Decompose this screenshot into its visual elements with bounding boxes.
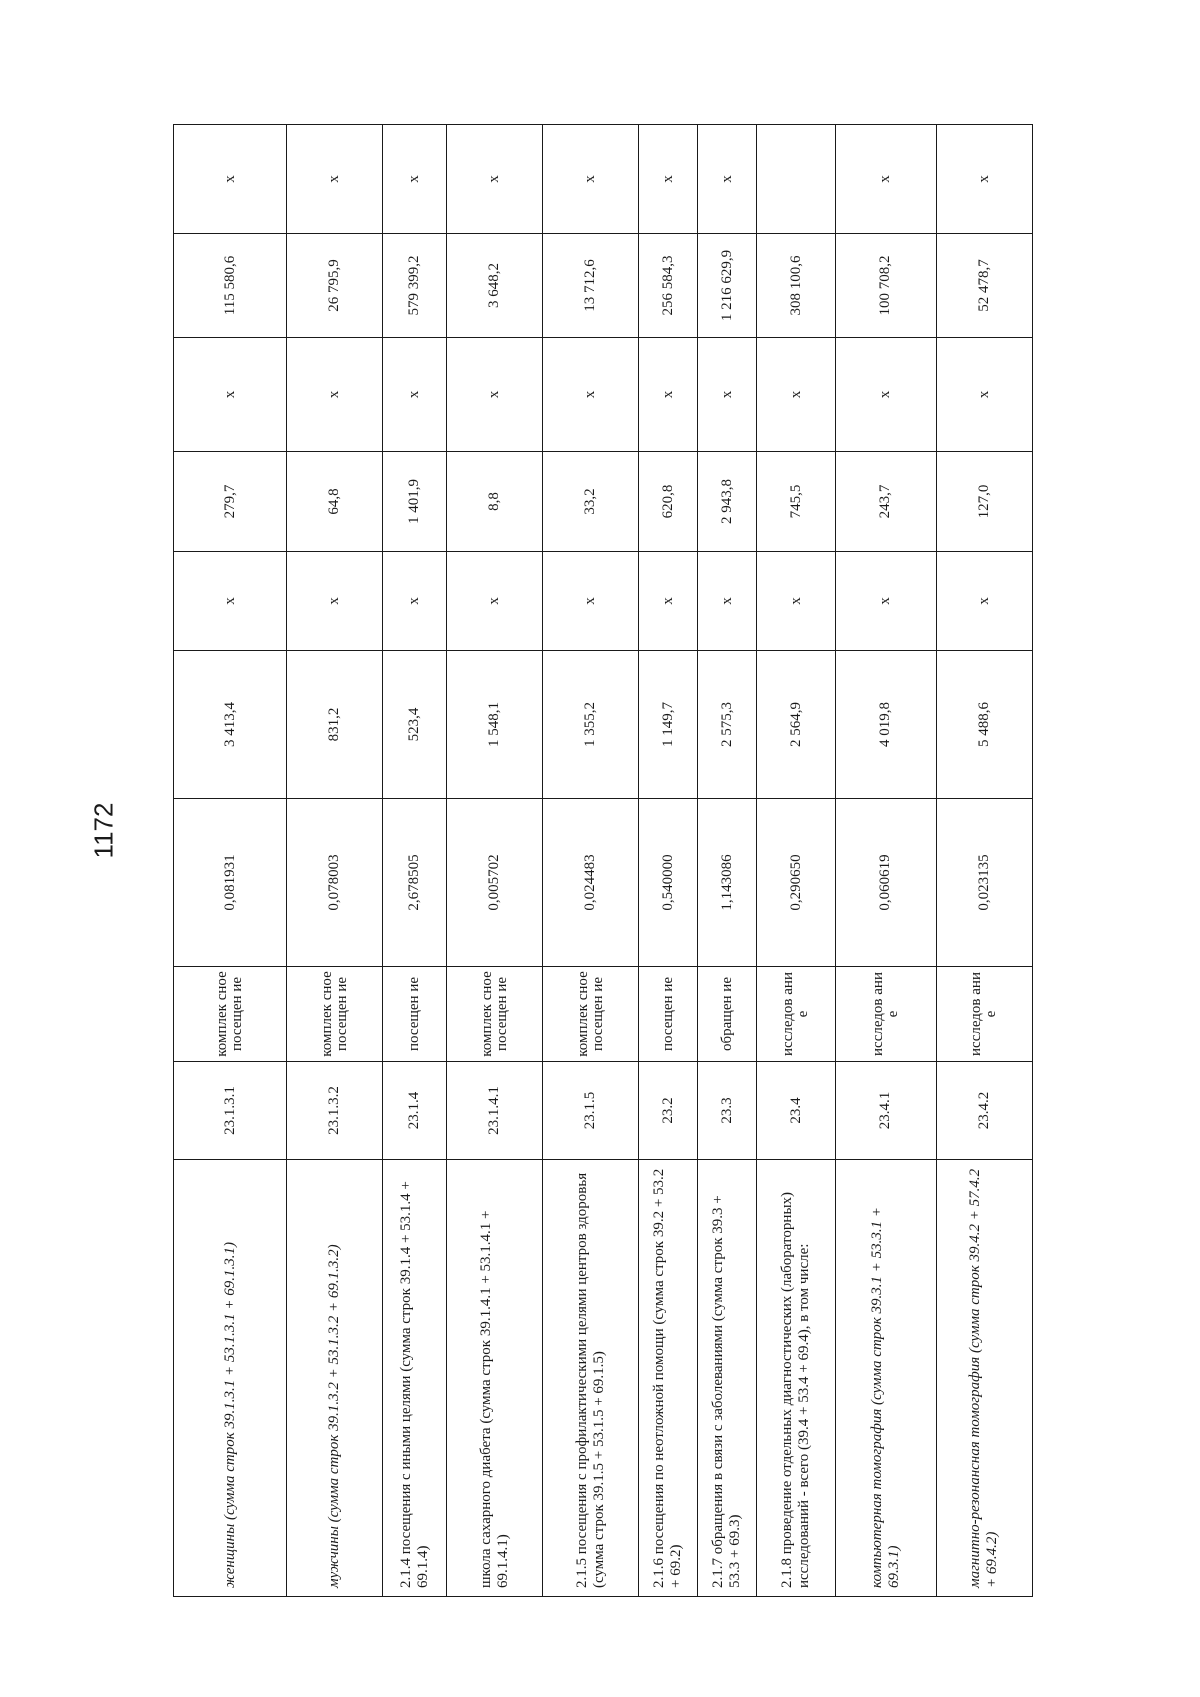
- table-row: [287, 125, 383, 1597]
- standard-cost: 523,4: [383, 651, 447, 799]
- value-x-1: х: [639, 552, 698, 651]
- value-x-2: х: [383, 338, 447, 452]
- value-x-1: х: [447, 552, 543, 651]
- document-table-wrapper: [173, 125, 1033, 1597]
- value-x-3: х: [287, 125, 383, 234]
- value-x-3: х: [639, 125, 698, 234]
- table-row: [174, 125, 287, 1597]
- per-capita-value: 2 943,8: [698, 452, 757, 552]
- row-code: 23.4: [757, 1062, 836, 1160]
- total-cost: 1 216 629,9: [698, 234, 757, 338]
- total-cost: 26 795,9: [287, 234, 383, 338]
- value-x-3: х: [174, 125, 287, 234]
- per-capita-value: 8,8: [447, 452, 543, 552]
- rotated-table-container: [173, 125, 1033, 1597]
- value-x-2: х: [757, 338, 836, 452]
- value-x-1: х: [543, 552, 639, 651]
- standard-cost: 831,2: [287, 651, 383, 799]
- standard-cost: 3 413,4: [174, 651, 287, 799]
- table-row: [836, 125, 937, 1597]
- page-number-text: 1172: [88, 802, 119, 858]
- table-row: [936, 125, 1032, 1597]
- row-code: 23.1.5: [543, 1062, 639, 1160]
- page-number: [84, 790, 124, 870]
- value-x-1: х: [383, 552, 447, 651]
- row-name: 2.1.8 проведение отдельных диагностических (лабораторных) исследований - всего (39.4 + 53.4 + 69.4), в том числе:: [757, 1160, 836, 1597]
- standard-cost: 5 488,6: [936, 651, 1032, 799]
- standard-volume: 0,023135: [936, 799, 1032, 967]
- total-cost: 115 580,6: [174, 234, 287, 338]
- row-name: школа сахарного диабета (сумма строк 39.1.4.1 + 53.1.4.1 + 69.1.4.1): [447, 1160, 543, 1597]
- table-row: [383, 125, 447, 1597]
- standard-volume: 0,005702: [447, 799, 543, 967]
- total-cost: 3 648,2: [447, 234, 543, 338]
- row-name: 2.1.4 посещения с иными целями (сумма строк 39.1.4 + 53.1.4 + 69.1.4): [383, 1160, 447, 1597]
- value-x-1: х: [698, 552, 757, 651]
- value-x-2: х: [936, 338, 1032, 452]
- unit-of-measure: исследов ание: [936, 967, 1032, 1062]
- row-name: 2.1.5 посещения с профилактическими целями центров здоровья (сумма строк 39.1.5 + 53.1.5 + 69.1.5): [543, 1160, 639, 1597]
- unit-of-measure: комплек сное посещен ие: [287, 967, 383, 1062]
- standard-volume: 0,078003: [287, 799, 383, 967]
- row-name: мужчины (сумма строк 39.1.3.2 + 53.1.3.2 + 69.1.3.2): [287, 1160, 383, 1597]
- value-x-1: х: [936, 552, 1032, 651]
- value-x-2: х: [287, 338, 383, 452]
- value-x-3: х: [447, 125, 543, 234]
- standard-volume: 1,143086: [698, 799, 757, 967]
- unit-of-measure: исследов ание: [836, 967, 937, 1062]
- table-body: [174, 125, 1033, 1597]
- value-x-1: х: [757, 552, 836, 651]
- standard-cost: 2 575,3: [698, 651, 757, 799]
- unit-of-measure: комплек сное посещен ие: [447, 967, 543, 1062]
- row-name: женщины (сумма строк 39.1.3.1 + 53.1.3.1 + 69.1.3.1): [174, 1160, 287, 1597]
- standard-cost: 1 149,7: [639, 651, 698, 799]
- row-code: 23.1.4.1: [447, 1062, 543, 1160]
- unit-of-measure: исследов ание: [757, 967, 836, 1062]
- standard-volume: 0,540000: [639, 799, 698, 967]
- row-name: магнитно-резонансная томография (сумма строк 39.4.2 + 57.4.2 + 69.4.2): [936, 1160, 1032, 1597]
- table-row: [447, 125, 543, 1597]
- per-capita-value: 33,2: [543, 452, 639, 552]
- table-row: [543, 125, 639, 1597]
- row-code: 23.1.3.2: [287, 1062, 383, 1160]
- unit-of-measure: комплек сное посещен ие: [543, 967, 639, 1062]
- value-x-2: х: [836, 338, 937, 452]
- value-x-1: х: [836, 552, 937, 651]
- standard-volume: 0,081931: [174, 799, 287, 967]
- standard-volume: 0,060619: [836, 799, 937, 967]
- unit-of-measure: комплек сное посещен ие: [174, 967, 287, 1062]
- value-x-2: х: [543, 338, 639, 452]
- per-capita-value: 745,5: [757, 452, 836, 552]
- value-x-3: [757, 125, 836, 234]
- row-code: 23.4.2: [936, 1062, 1032, 1160]
- total-cost: 579 399,2: [383, 234, 447, 338]
- value-x-3: х: [936, 125, 1032, 234]
- per-capita-value: 1 401,9: [383, 452, 447, 552]
- row-code: 23.1.4: [383, 1062, 447, 1160]
- value-x-2: х: [447, 338, 543, 452]
- value-x-3: х: [698, 125, 757, 234]
- standard-volume: 2,678505: [383, 799, 447, 967]
- unit-of-measure: посещен ие: [383, 967, 447, 1062]
- value-x-1: х: [174, 552, 287, 651]
- standard-cost: 4 019,8: [836, 651, 937, 799]
- value-x-2: х: [698, 338, 757, 452]
- per-capita-value: 243,7: [836, 452, 937, 552]
- value-x-3: х: [543, 125, 639, 234]
- total-cost: 13 712,6: [543, 234, 639, 338]
- row-code: 23.4.1: [836, 1062, 937, 1160]
- value-x-1: х: [287, 552, 383, 651]
- per-capita-value: 127,0: [936, 452, 1032, 552]
- table-row: [639, 125, 698, 1597]
- row-name: 2.1.6 посещения по неотложной помощи (сумма строк 39.2 + 53.2 + 69.2): [639, 1160, 698, 1597]
- total-cost: 52 478,7: [936, 234, 1032, 338]
- row-name: компьютерная томография (сумма строк 39.3.1 + 53.3.1 + 69.3.1): [836, 1160, 937, 1597]
- table-row: [698, 125, 757, 1597]
- row-code: 23.3: [698, 1062, 757, 1160]
- row-code: 23.1.3.1: [174, 1062, 287, 1160]
- table-row: [757, 125, 836, 1597]
- row-name: 2.1.7 обращения в связи с заболеваниями (сумма строк 39.3 + 53.3 + 69.3): [698, 1160, 757, 1597]
- unit-of-measure: обращен ие: [698, 967, 757, 1062]
- per-capita-value: 620,8: [639, 452, 698, 552]
- value-x-2: х: [639, 338, 698, 452]
- standard-cost: 1 548,1: [447, 651, 543, 799]
- total-cost: 256 584,3: [639, 234, 698, 338]
- value-x-3: х: [383, 125, 447, 234]
- row-code: 23.2: [639, 1062, 698, 1160]
- standard-cost: 2 564,9: [757, 651, 836, 799]
- total-cost: 308 100,6: [757, 234, 836, 338]
- value-x-3: х: [836, 125, 937, 234]
- standard-cost: 1 355,2: [543, 651, 639, 799]
- value-x-2: х: [174, 338, 287, 452]
- per-capita-value: 64,8: [287, 452, 383, 552]
- financing-table: [173, 124, 1033, 1597]
- unit-of-measure: посещен ие: [639, 967, 698, 1062]
- total-cost: 100 708,2: [836, 234, 937, 338]
- per-capita-value: 279,7: [174, 452, 287, 552]
- standard-volume: 0,290650: [757, 799, 836, 967]
- standard-volume: 0,024483: [543, 799, 639, 967]
